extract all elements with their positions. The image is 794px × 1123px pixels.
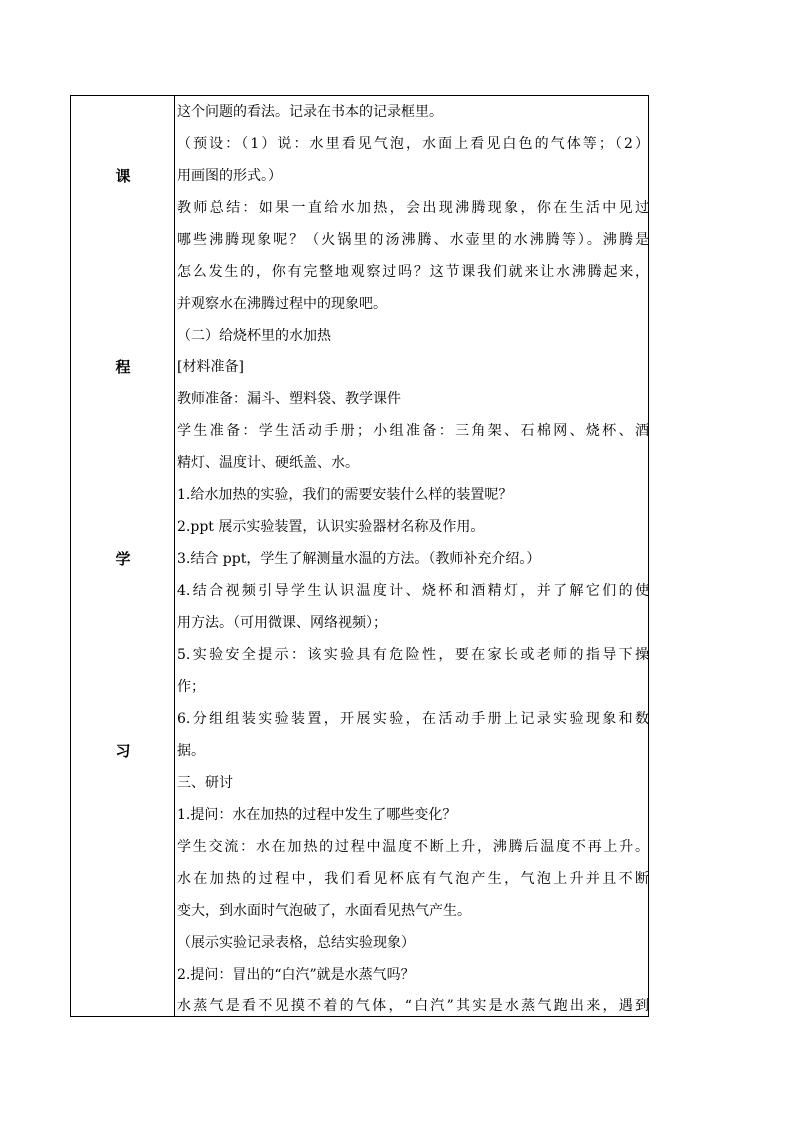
content-line: 据。	[177, 743, 205, 759]
content-line: （展示实验记录表格，总结实验现象）	[177, 935, 415, 951]
section-label-char: 学	[115, 550, 131, 568]
content-line: 三、研讨	[177, 775, 233, 791]
content-line: 4.结合视频引导学生认识温度计、烧杯和酒精灯，并了解它们的使	[177, 583, 649, 599]
content-line: 变大，到水面时气泡破了，水面看见热气产生。	[177, 903, 471, 919]
content-line: [材料准备]	[177, 359, 244, 375]
content-line: 1.提问：水在加热的过程中发生了哪些变化？	[177, 807, 457, 823]
content-line: 5.实验安全提示：该实验具有危险性，要在家长或老师的指导下操	[177, 647, 649, 663]
content-line: 教师准备：漏斗、塑料袋、教学课件	[177, 391, 401, 407]
content-line: （二）给烧杯里的水加热	[177, 328, 331, 344]
section-label-column	[71, 96, 175, 1016]
content-line: 精灯、温度计、硬纸盖、水。	[177, 455, 359, 471]
content-line: 水蒸气是看不见摸不着的气体，“白汽”其实是水蒸气跑出来，遇到	[177, 998, 649, 1014]
content-line: 3.结合 ppt，学生了解测量水温的方法。（教师补充介绍。）	[177, 551, 541, 567]
lesson-content-column	[175, 96, 649, 1016]
content-line: 1.给水加热的实验，我们的需要安装什么样的装置呢？	[177, 487, 513, 503]
content-line: （预设：（1）说：水里看见气泡，水面上看见白色的气体等；（2）	[177, 136, 649, 152]
content-line: 水在加热的过程中，我们看见杯底有气泡产生，气泡上升并且不断	[177, 871, 649, 887]
content-line: 学生交流：水在加热的过程中温度不断上升，沸腾后温度不再上升。	[177, 839, 649, 855]
content-line: 并观察水在沸腾过程中的现象吧。	[177, 296, 387, 312]
section-label-char: 程	[115, 358, 131, 376]
content-line: 2.提问：冒出的“白汽”就是水蒸气吗？	[177, 967, 415, 983]
content-line: 怎么发生的，你有完整地观察过吗？这节课我们就来让水沸腾起来，	[177, 264, 649, 280]
lesson-process-table	[70, 95, 649, 1017]
content-line: 哪些沸腾现象呢？（火锅里的汤沸腾、水壶里的水沸腾等）。沸腾是	[177, 232, 649, 248]
section-label-char: 课	[115, 167, 131, 185]
content-line: 作；	[177, 679, 205, 695]
content-line: 用方法。（可用微课、网络视频）；	[177, 615, 387, 631]
content-line: 教师总结：如果一直给水加热，会出现沸腾现象，你在生活中见过	[177, 200, 649, 216]
section-label-char: 习	[115, 742, 131, 760]
content-line: 2.ppt 展示实验装置，认识实验器材名称及作用。	[177, 519, 485, 535]
content-line: 用画图的形式。）	[177, 168, 282, 184]
content-line: 学生准备：学生活动手册；小组准备：三角架、石棉网、烧杯、酒	[177, 423, 649, 439]
content-line: 6.分组组装实验装置，开展实验，在活动手册上记录实验现象和数	[177, 711, 649, 727]
content-line: 这个问题的看法。记录在书本的记录框里。	[177, 104, 443, 120]
